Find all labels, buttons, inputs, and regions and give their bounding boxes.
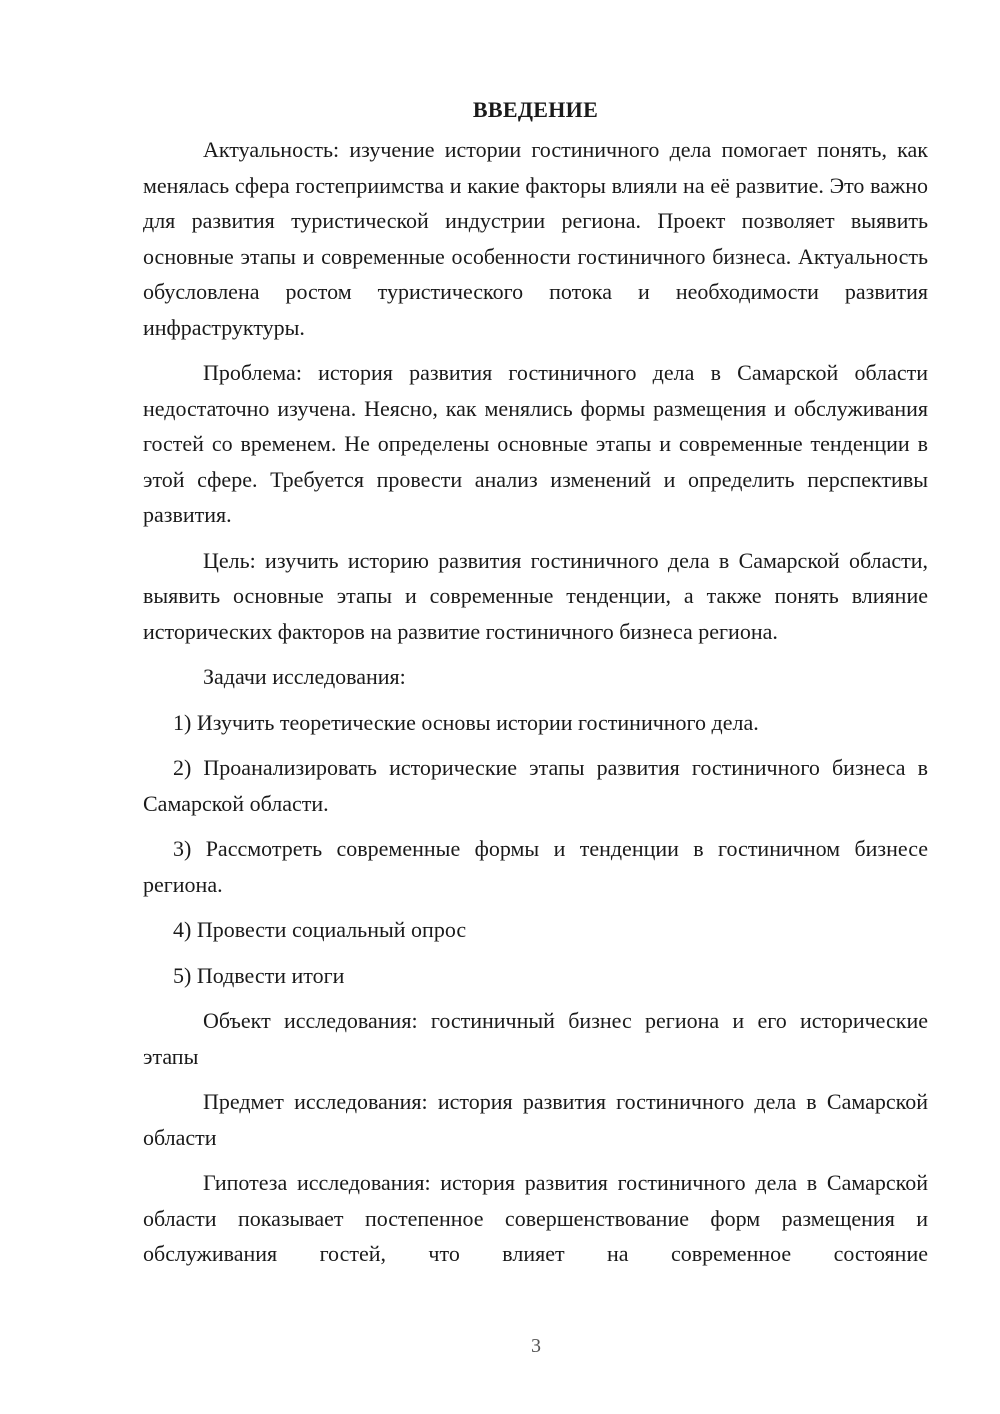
page-number: 3 <box>531 1335 541 1357</box>
tasks-heading: Задачи исследования: <box>203 664 406 689</box>
page-title: ВВЕДЕНИЕ <box>472 97 599 122</box>
problem-paragraph: Проблема: история развития гостиничного дела в Самарской области недостаточно изучена. Неясно, как менялись формы размещения и обслуживания гостей со временем. Не определены основные этапы и современные тенденции в этой сфере. Требуется провести анализ изменений и определить перспективы развития. <box>143 360 928 527</box>
task-item-5: 5) Подвести итоги <box>173 962 345 988</box>
task-item-4: 4) Провести социальный опрос <box>173 917 467 942</box>
document-page <box>143 92 928 1282</box>
hypothesis-paragraph: Гипотеза исследования: история развития гостиничного дела в Самарской области показывает постепенное совершенствование форм размещения и обслуживания гостей, что влияет на современное состояние <box>143 1170 928 1266</box>
task-item-2: 2) Проанализировать исторические этапы развития гостиничного бизнеса в Самарской области. <box>143 755 928 816</box>
task-item-3: 3) Рассмотреть современные формы и тенденции в гостиничном бизнесе региона. <box>143 836 928 897</box>
object-paragraph: Объект исследования: гостиничный бизнес региона и его исторические этапы <box>143 1008 928 1069</box>
task-item-1: 1) Изучить теоретические основы истории гостиничного дела. <box>173 709 759 735</box>
relevance-paragraph: Актуальность: изучение истории гостиничного дела помогает понять, как менялась сфера гостеприимства и какие факторы влияли на её развитие. Это важно для развития туристической индустрии региона. Проект позволяет выявить основные этапы и современные особенности гостиничного бизнеса. Актуальность обусловлена ростом туристического потока и необходимости развития инфраструктуры. <box>143 137 928 340</box>
subject-paragraph: Предмет исследования: история развития гостиничного дела в Самарской области <box>143 1089 928 1150</box>
goal-paragraph: Цель: изучить историю развития гостиничного дела в Самарской области, выявить основные этапы и современные тенденции, а также понять влияние исторических факторов на развитие гостиничного бизнеса региона. <box>143 547 928 644</box>
